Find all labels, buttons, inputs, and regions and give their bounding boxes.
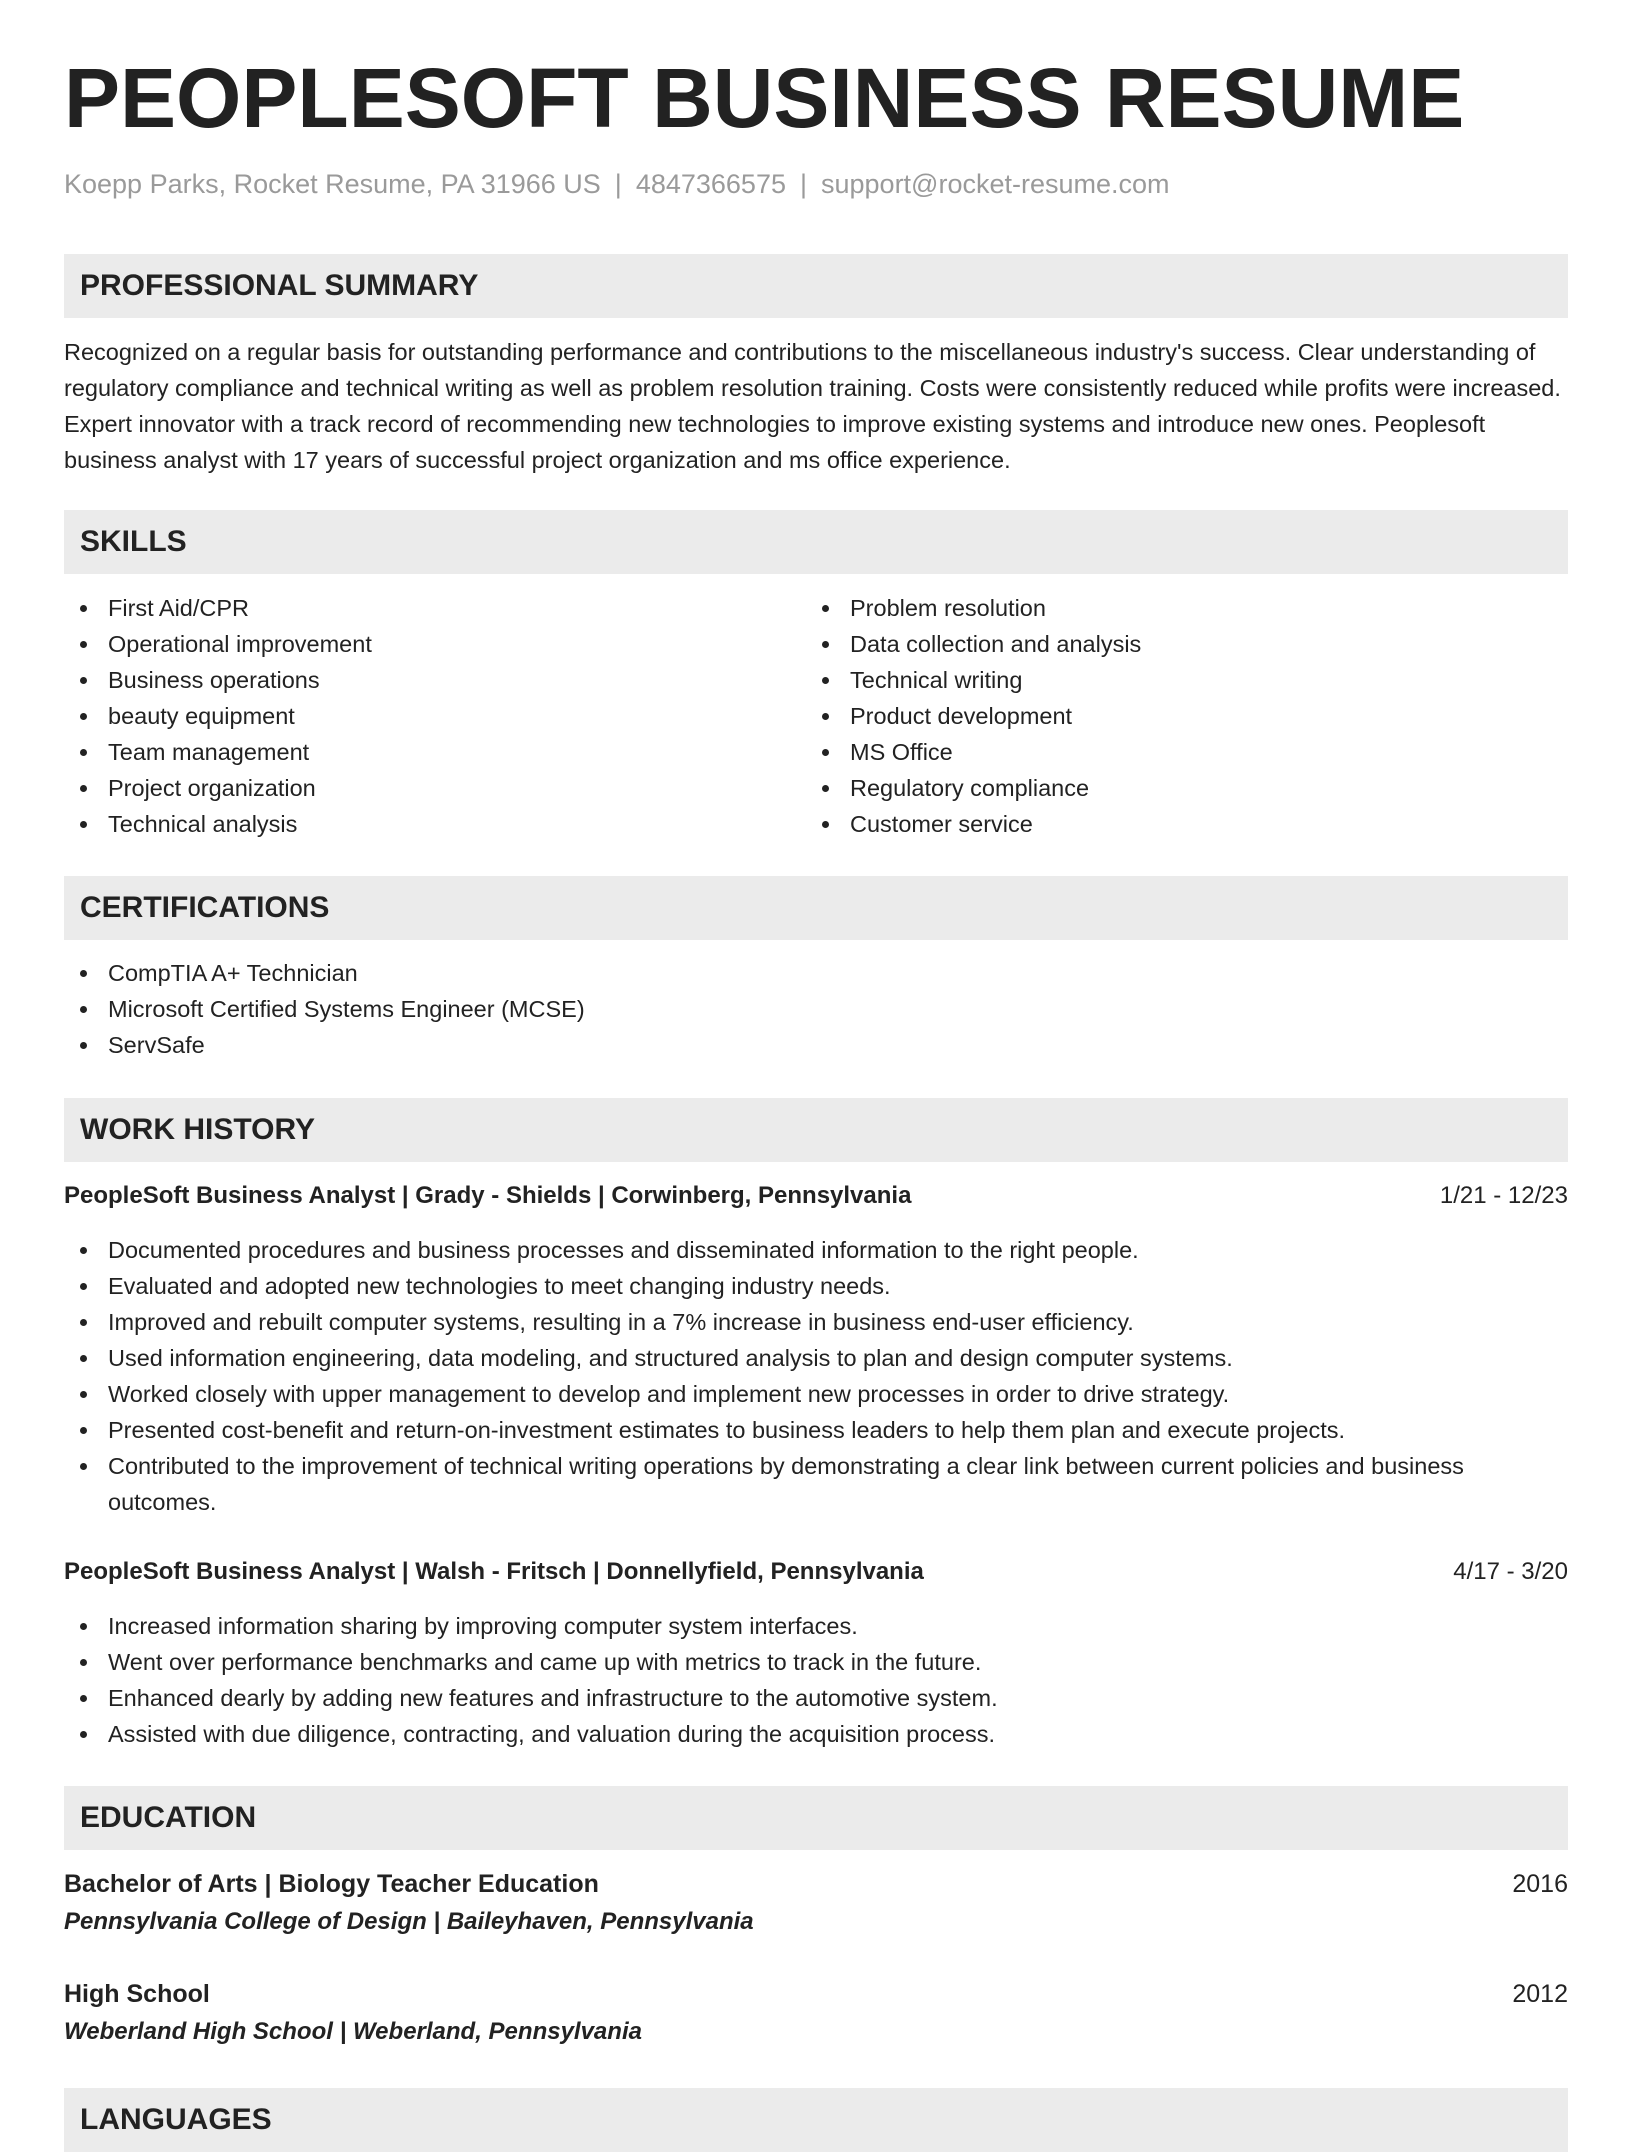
job-bullet: Contributed to the improvement of technical writing operations by demonstrating a clear link between current policies and business outcomes. — [64, 1448, 1568, 1520]
skill-item: First Aid/CPR — [64, 590, 784, 626]
job-bullet: Assisted with due diligence, contracting, and valuation during the acquisition process. — [64, 1716, 1568, 1752]
certification-item: ServSafe — [64, 1027, 1568, 1063]
certifications-list — [64, 955, 1568, 1063]
skill-item: Operational improvement — [64, 626, 784, 662]
education-year: 2012 — [1512, 1980, 1568, 2008]
skill-item: Product development — [806, 698, 1526, 734]
job-bullet: Increased information sharing by improving computer system interfaces. — [64, 1608, 1568, 1644]
job-bullet: Worked closely with upper management to develop and implement new processes in order to drive strategy. — [64, 1376, 1568, 1412]
contact-line — [64, 168, 1170, 200]
job-title: PeopleSoft Business Analyst | Walsh - Fritsch | Donnellyfield, Pennsylvania — [64, 1558, 924, 1585]
skill-item: Project organization — [64, 770, 784, 806]
skill-item: Business operations — [64, 662, 784, 698]
education-year: 2016 — [1512, 1870, 1568, 1898]
summary-text: Recognized on a regular basis for outstanding performance and contributions to the miscellaneous industry's success. Clear understanding of regulatory compliance and technical writing as well as problem resolution training. Costs were consistently reduced while profits were increased. Expert innovator with a track record of recommending new technologies to improve existing systems and introduce new ones. Peoplesoft business analyst with 17 years of successful project organization and ms office experience. — [64, 339, 1561, 473]
education-school: Pennsylvania College of Design | Baileyhaven, Pennsylvania — [64, 1908, 754, 1935]
job-dates: 4/17 - 3/20 — [1453, 1558, 1568, 1585]
skill-item: Technical writing — [806, 662, 1526, 698]
section-header-certifications: CERTIFICATIONS — [64, 876, 1568, 940]
skill-item: beauty equipment — [64, 698, 784, 734]
skill-item: Technical analysis — [64, 806, 784, 842]
contact-phone: 4847366575 — [635, 169, 786, 199]
certification-item: CompTIA A+ Technician — [64, 955, 1568, 991]
skill-item: Customer service — [806, 806, 1526, 842]
skill-item: Problem resolution — [806, 590, 1526, 626]
job-dates: 1/21 - 12/23 — [1439, 1182, 1568, 1209]
education-school: Weberland High School | Weberland, Pennsylvania — [64, 2018, 642, 2045]
certification-item: Microsoft Certified Systems Engineer (MCSE) — [64, 991, 1568, 1027]
contact-separator: | — [614, 169, 622, 199]
job-bullet: Presented cost-benefit and return-on-investment estimates to business leaders to help them plan and execute projects. — [64, 1412, 1568, 1448]
job-title: PeopleSoft Business Analyst | Grady - Shields | Corwinberg, Pennsylvania — [64, 1182, 912, 1209]
education-degree: Bachelor of Arts | Biology Teacher Education — [64, 1870, 599, 1898]
section-header-work-history: WORK HISTORY — [64, 1098, 1568, 1162]
job-bullet: Improved and rebuilt computer systems, resulting in a 7% increase in business end-user efficiency. — [64, 1304, 1568, 1340]
skill-item: MS Office — [806, 734, 1526, 770]
job-bullet: Enhanced dearly by adding new features and infrastructure to the automotive system. — [64, 1680, 1568, 1716]
job-bullet: Evaluated and adopted new technologies to meet changing industry needs. — [64, 1268, 1568, 1304]
job-bullets — [64, 1608, 1568, 1752]
job-bullets — [64, 1232, 1568, 1520]
contact-address: Koepp Parks, Rocket Resume, PA 31966 US — [64, 169, 601, 199]
section-header-languages: LANGUAGES — [64, 2088, 1568, 2152]
skill-item: Team management — [64, 734, 784, 770]
job-bullet: Went over performance benchmarks and came up with metrics to track in the future. — [64, 1644, 1568, 1680]
resume-title: PEOPLESOFT BUSINESS RESUME — [64, 51, 1465, 145]
skill-item: Regulatory compliance — [806, 770, 1526, 806]
contact-separator: | — [799, 169, 807, 199]
contact-email: support@rocket-resume.com — [821, 169, 1170, 199]
education-degree: High School — [64, 1980, 210, 2008]
section-header-education: EDUCATION — [64, 1786, 1568, 1850]
section-header-skills: SKILLS — [64, 510, 1568, 574]
job-bullet: Documented procedures and business processes and disseminated information to the right people. — [64, 1232, 1568, 1268]
skills-list-left — [64, 590, 784, 842]
skills-list-right — [806, 590, 1526, 842]
job-bullet: Used information engineering, data modeling, and structured analysis to plan and design computer systems. — [64, 1340, 1568, 1376]
skill-item: Data collection and analysis — [806, 626, 1526, 662]
section-header-summary: PROFESSIONAL SUMMARY — [64, 254, 1568, 318]
